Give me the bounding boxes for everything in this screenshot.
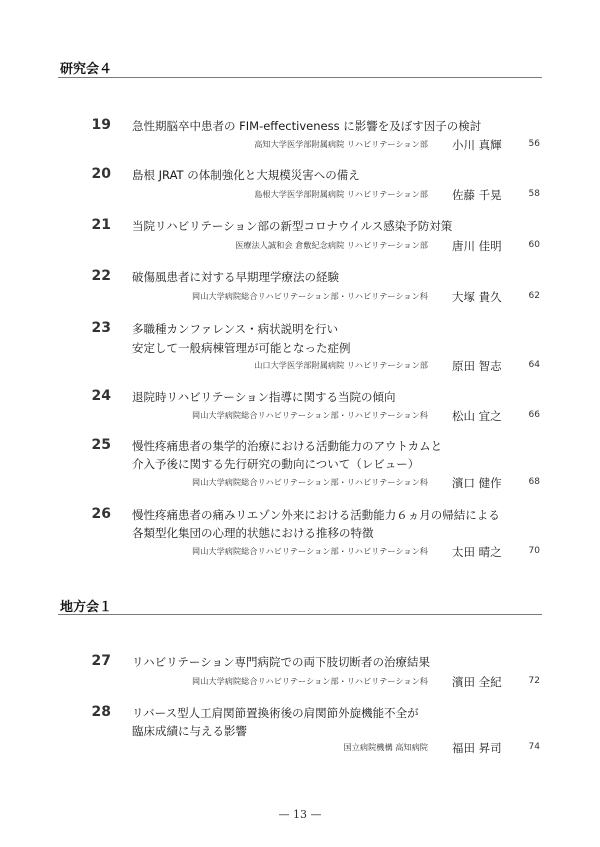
entry-meta (0, 544, 600, 558)
entry-affiliation: 高知大学医学部附属病院 リハビリテーション部 (254, 139, 428, 149)
entry-page-number: 60 (528, 240, 540, 250)
entry-title: 当院リハビリテーション部の新型コロナウイルス感染予防対策 (132, 219, 453, 233)
entry-page-number: 62 (528, 291, 540, 301)
entry-number: 27 (91, 653, 111, 669)
entry-meta (0, 408, 600, 422)
entry-page-number: 74 (528, 742, 540, 752)
entry-meta (0, 475, 600, 489)
entry-author: 松山 宜之 (452, 409, 502, 423)
entry-title: リハビリテーション専門病院での両下肢切断者の治療結果 (132, 655, 430, 669)
entry-author: 濱田 全紀 (452, 675, 502, 689)
entry-page-number: 66 (528, 410, 540, 420)
entry-meta (0, 289, 600, 303)
entry-author: 福田 昇司 (452, 741, 502, 755)
entry-author: 濱口 健作 (452, 476, 502, 490)
entry-number: 24 (91, 388, 111, 404)
entry-number: 25 (91, 437, 111, 453)
entry-author: 小川 真輝 (452, 138, 502, 152)
entry-page-number: 64 (528, 360, 540, 370)
entry-title: 退院時リハビリテーション指導に関する当院の傾向 (132, 390, 396, 404)
section-title: 地方会１ (60, 600, 113, 615)
entry-author: 佐藤 千晃 (452, 188, 502, 202)
entry-number: 28 (91, 704, 111, 720)
entry-title: 介入予後に関する先行研究の動向について（レビュー） (132, 457, 420, 471)
entry-page-number: 68 (528, 477, 540, 487)
entry-affiliation: 医療法人誠和会 倉敷紀念病院 リハビリテーション部 (235, 240, 428, 250)
entry-title: 各類型化集団の心理的状態における推移の特徴 (132, 526, 374, 540)
entry-title: 島根 JRAT の体制強化と大規模災害への備え (132, 168, 360, 182)
entry-title: 急性期脳卒中患者の FIM-effectiveness に影響を及ぼす因子の検討 (132, 119, 482, 133)
entry-meta (0, 187, 600, 201)
entry-title: 慢性疼痛患者の痛みリエゾン外来における活動能力６ヵ月の帰結による (132, 508, 500, 522)
entry-author: 原田 智志 (452, 359, 502, 373)
entry-number: 19 (91, 117, 111, 133)
entry-title: 臨床成績に与える影響 (132, 724, 247, 738)
entry-meta (0, 740, 600, 754)
entry-page-number: 72 (528, 676, 540, 686)
entry-affiliation: 岡山大学病院総合リハビリテーション部・リハビリテーション科 (192, 676, 428, 686)
entry-author: 大塚 貴久 (452, 290, 502, 304)
entry-title: リバース型人工肩関節置換術後の肩関節外旋機能不全が (132, 706, 419, 720)
entry-title: 安定して一般病棟管理が可能となった症例 (132, 341, 351, 355)
entry-meta (0, 137, 600, 151)
entry-author: 太田 晴之 (452, 545, 502, 559)
entry-affiliation: 島根大学医学部附属病院 リハビリテーション部 (254, 189, 428, 199)
section-divider (58, 614, 542, 615)
entry-number: 20 (91, 166, 111, 182)
section-title: 研究会４ (60, 62, 113, 77)
entry-title: 多職種カンファレンス・病状説明を行い (132, 322, 339, 336)
entry-affiliation: 岡山大学病院総合リハビリテーション部・リハビリテーション科 (192, 410, 428, 420)
entry-page-number: 58 (528, 189, 540, 199)
entry-affiliation: 岡山大学病院総合リハビリテーション部・リハビリテーション科 (192, 477, 428, 487)
section-divider (58, 77, 542, 78)
entry-title: 慢性疼痛患者の集学的治療における活動能力のアウトカムと (132, 439, 443, 453)
entry-page-number: 70 (528, 546, 540, 556)
entry-number: 26 (91, 506, 111, 522)
entry-number: 23 (91, 320, 111, 336)
entry-author: 唐川 佳明 (452, 239, 502, 253)
entry-meta (0, 358, 600, 372)
entry-number: 22 (91, 268, 111, 284)
entry-affiliation: 岡山大学病院総合リハビリテーション部・リハビリテーション科 (192, 546, 428, 556)
entry-affiliation: 山口大学医学部附属病院 リハビリテーション部 (254, 360, 428, 370)
entry-affiliation: 岡山大学病院総合リハビリテーション部・リハビリテーション科 (192, 291, 428, 301)
entry-meta (0, 674, 600, 688)
entry-affiliation: 国立病院機構 高知病院 (343, 742, 428, 752)
entry-page-number: 56 (528, 139, 540, 149)
page-folio: — 13 — (278, 808, 322, 821)
entry-meta (0, 238, 600, 252)
entry-title: 破傷風患者に対する早期理学療法の経験 (132, 270, 339, 284)
entry-number: 21 (91, 217, 111, 233)
